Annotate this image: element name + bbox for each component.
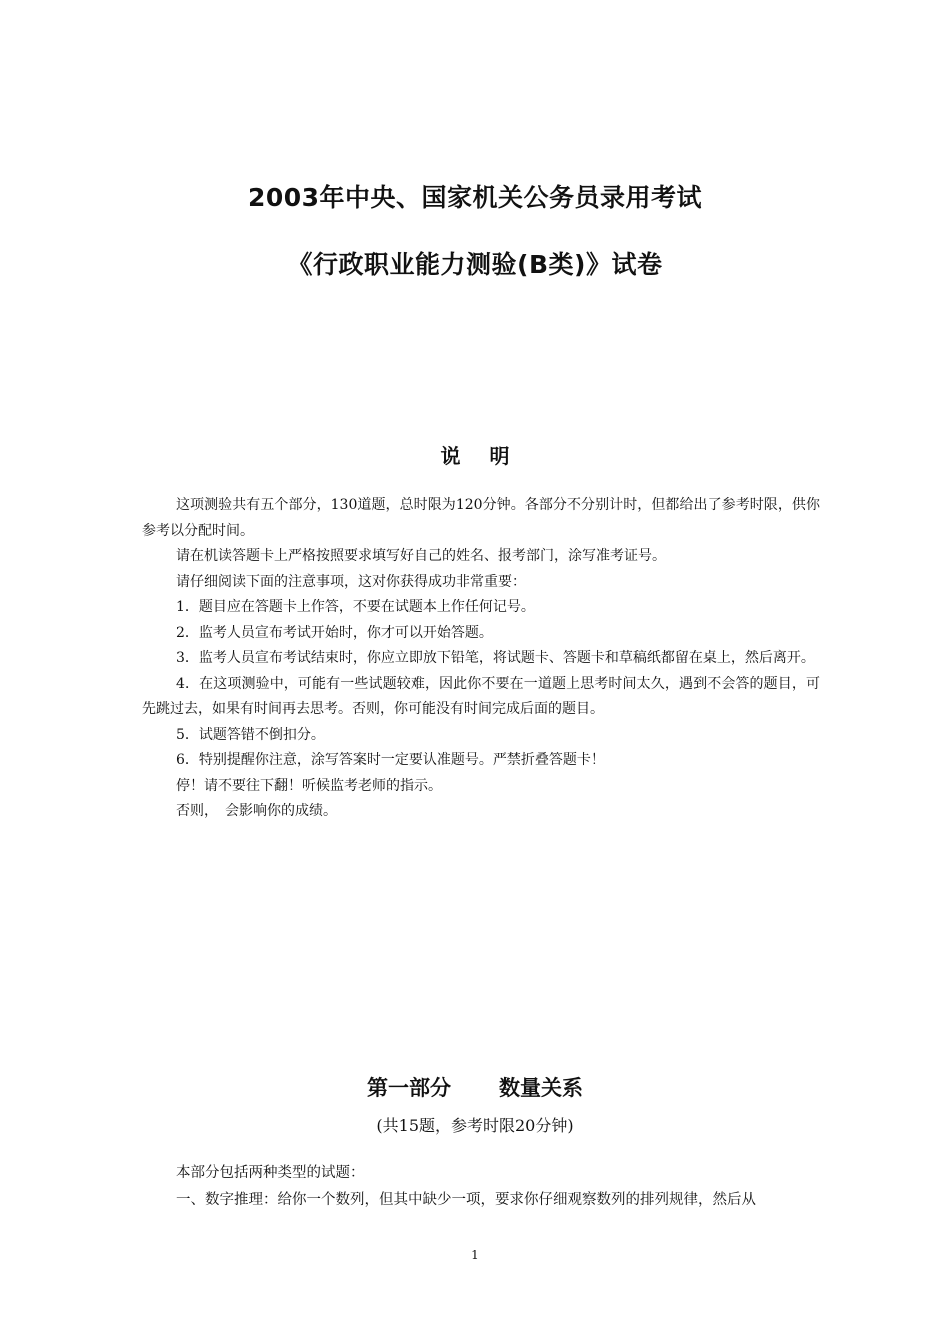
instruction-paragraph: 4．在这项测验中，可能有一些试题较难，因此你不要在一道题上思考时间太久，遇到不会答的题目，可先跳过去，如果有时间再去思考。否则，你可能没有时间完成后面的题目。: [142, 675, 820, 717]
part-intro-line: 本部分包括两种类型的试题：: [176, 1165, 365, 1181]
instruction-paragraph: 1．题目应在答题卡上作答，不要在试题本上作任何记号。: [176, 599, 535, 615]
instruction-paragraph: 6．特别提醒你注意，涂写答案时一定要认准题号。严禁折叠答题卡！: [176, 752, 605, 768]
part-intro-line: 一、数字推理：给你一个数列，但其中缺少一项，要求你仔细观察数列的排列规律，然后从: [176, 1192, 756, 1208]
page-number: 1: [471, 1248, 479, 1262]
instruction-paragraph: 2．监考人员宣布考试开始时，你才可以开始答题。: [176, 624, 493, 641]
instruction-paragraph: 请仔细阅读下面的注意事项，这对你获得成功非常重要：: [176, 573, 526, 590]
part-intro: [176, 1160, 826, 1214]
exam-subtitle: 《行政职业能力测验(B类)》试卷: [287, 250, 663, 279]
instructions-body: [142, 493, 820, 825]
part-subtitle: (共15题，参考时限20分钟): [376, 1116, 574, 1135]
instruction-paragraph: 请在机读答题卡上严格按照要求填写好自己的姓名、报考部门，涂写准考证号。: [176, 548, 666, 564]
exam-title: 2003年中央、国家机关公务员录用考试: [247, 183, 703, 212]
part-name: 数量关系: [499, 1076, 583, 1100]
part-title: [0, 1072, 950, 1102]
instruction-paragraph: 停！请不要往下翻！听候监考老师的指示。: [176, 777, 442, 794]
instruction-paragraph: 否则， 会影响你的成绩。: [176, 803, 337, 819]
instruction-paragraph: 3．监考人员宣布考试结束时，你应立即放下铅笔，将试题卡、答题卡和草稿纸都留在桌上，然后离开。: [176, 650, 815, 666]
part-label: 第一部分: [367, 1076, 451, 1100]
instruction-paragraph: 5．试题答错不倒扣分。: [176, 726, 325, 743]
instruction-paragraph: 这项测验共有五个部分，130道题，总时限为120分钟。各部分不分别计时，但都给出了参考时限，供你参考以分配时间。: [142, 497, 820, 539]
instructions-heading: 说 明: [440, 444, 510, 468]
